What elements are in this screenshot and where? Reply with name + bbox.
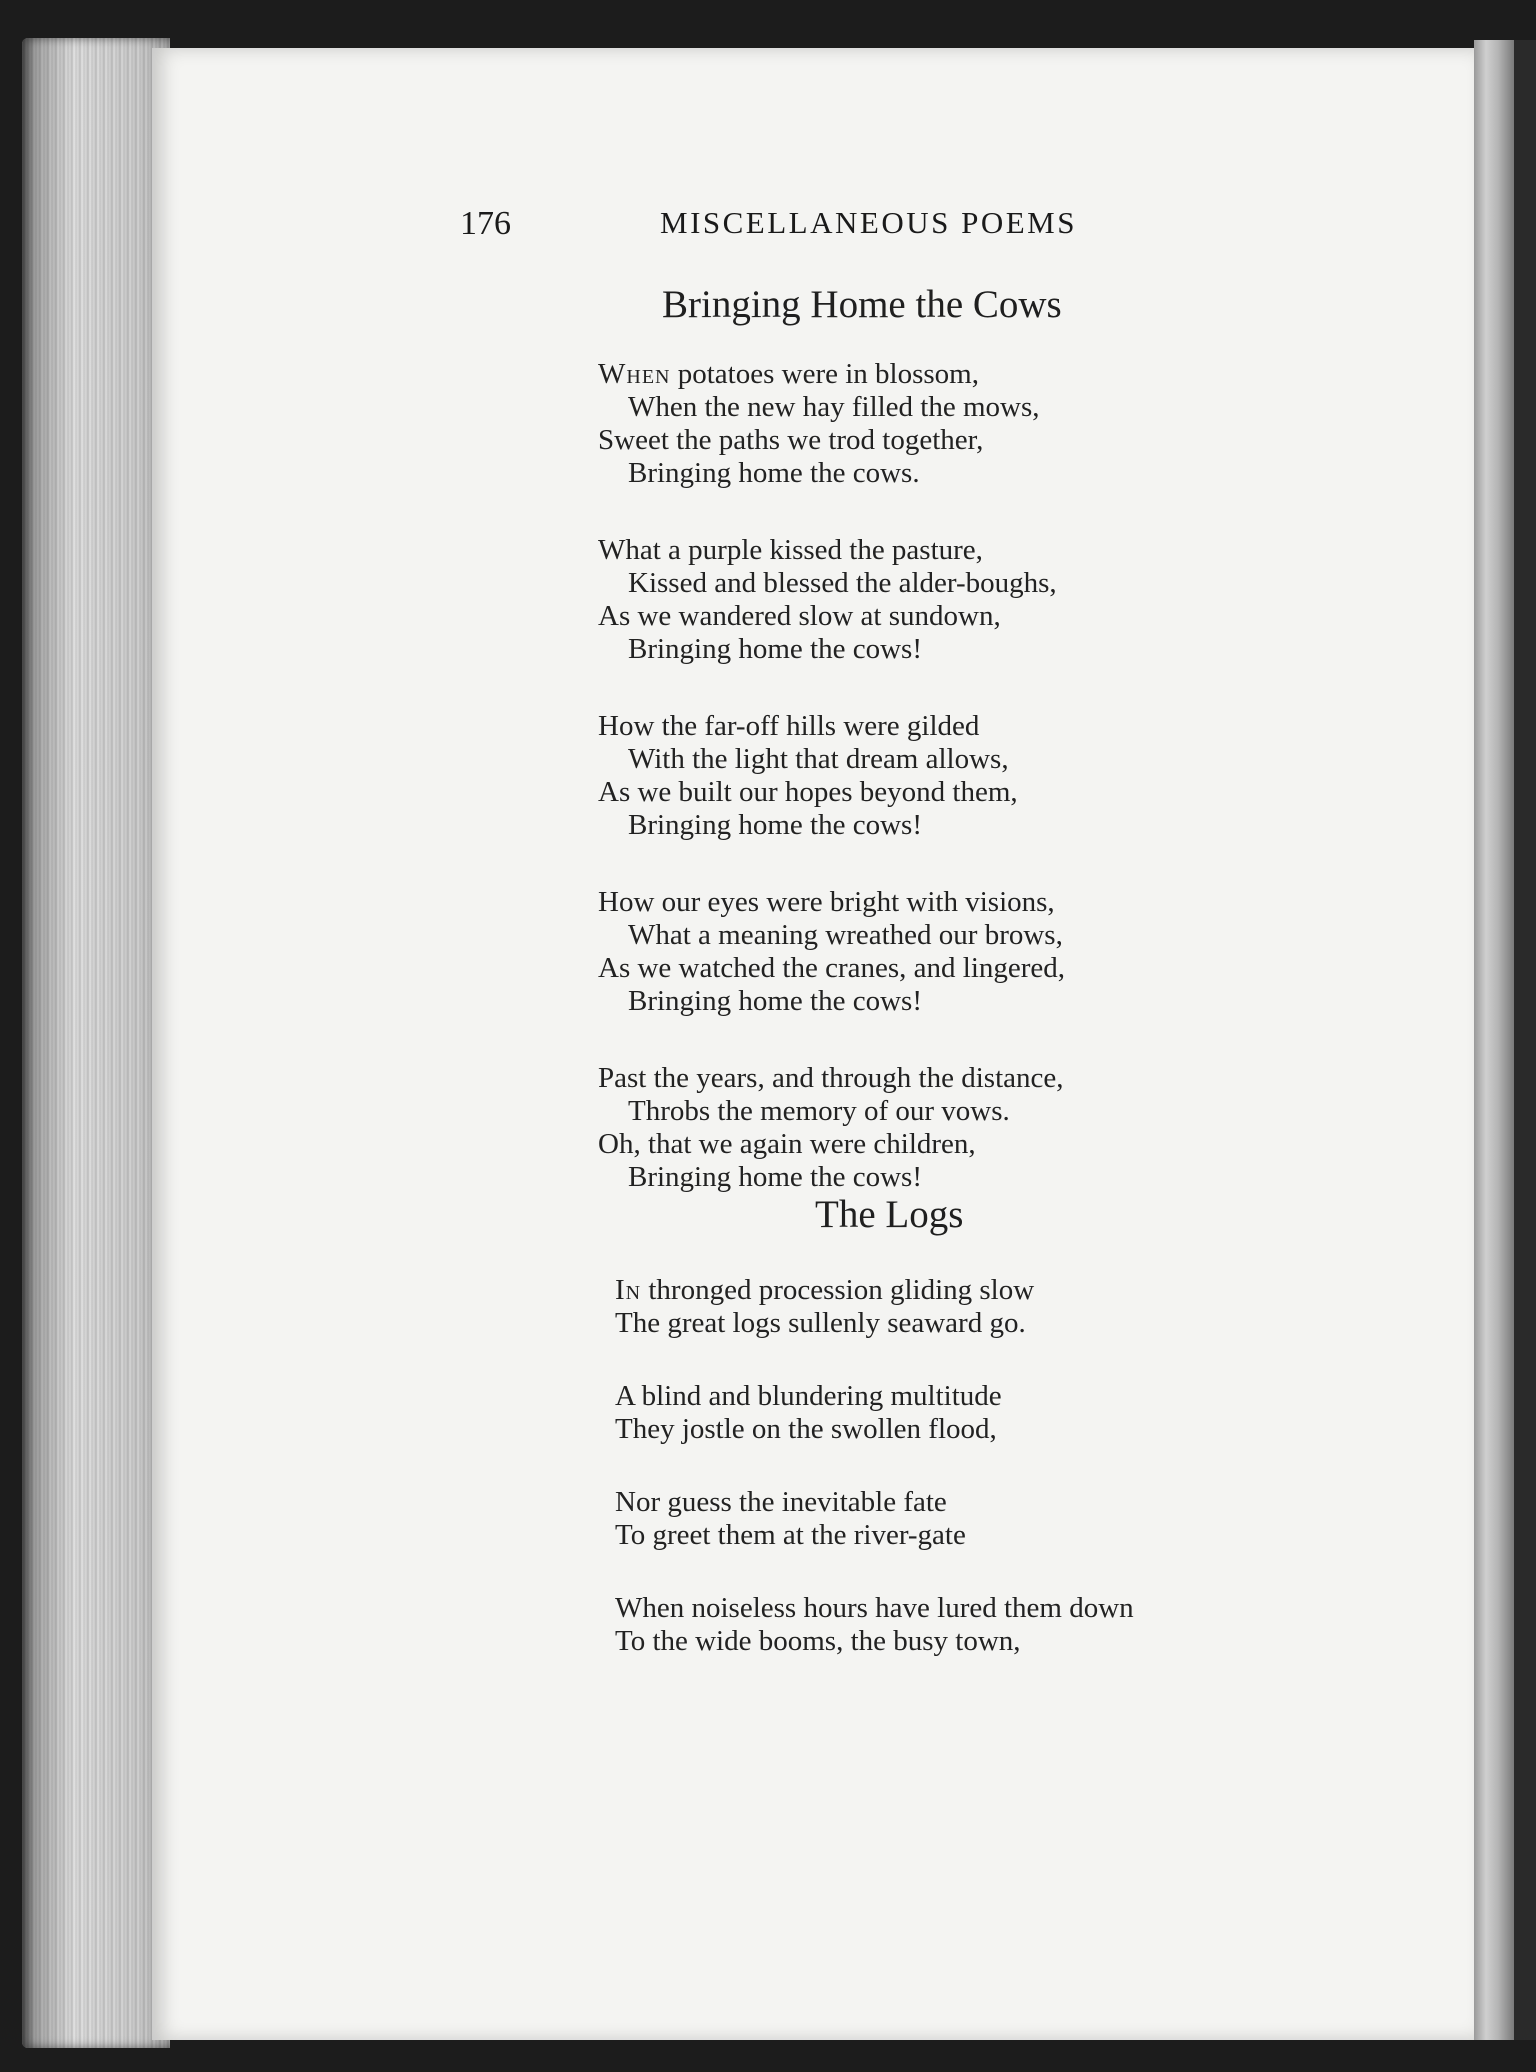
background-strip — [1514, 40, 1536, 2040]
page-number: 176 — [460, 205, 511, 242]
poem-line: What a purple kissed the pasture, — [598, 534, 983, 566]
poem-line: Oh, that we again were children, — [598, 1128, 976, 1160]
book-cover-edge — [1474, 40, 1514, 2040]
poem-line: Kissed and blessed the alder-boughs, — [628, 567, 1057, 599]
poem-line: Nor guess the inevitable fate — [615, 1486, 947, 1518]
line-text: potatoes were in blossom, — [670, 358, 979, 390]
poem-title: Bringing Home the Cows — [662, 283, 1062, 326]
poem-line: As we built our hopes beyond them, — [598, 776, 1018, 808]
poem-line: Sweet the paths we trod together, — [598, 424, 984, 456]
poem-body — [598, 358, 1065, 1194]
poem-line: Bringing home the cows! — [628, 1161, 922, 1193]
poem-line: How the far-off hills were gilded — [598, 710, 980, 742]
poem-line: Throbs the memory of our vows. — [628, 1095, 1010, 1127]
poem-body — [615, 1274, 1134, 1658]
poem-line: With the light that dream allows, — [628, 743, 1009, 775]
stanza — [598, 358, 1065, 490]
poem-line: A blind and blundering multitude — [615, 1380, 1002, 1412]
poem-line: When noiseless hours have lured them down — [615, 1592, 1134, 1624]
poem-line: To greet them at the river-gate — [615, 1519, 966, 1551]
poem-line — [598, 358, 1065, 391]
line-lead-word: When — [598, 358, 671, 390]
poem-line: What a meaning wreathed our brows, — [628, 919, 1063, 951]
poem-title: The Logs — [815, 1193, 964, 1236]
poem-line: As we watched the cranes, and lingered, — [598, 952, 1066, 984]
stanza — [598, 710, 1065, 842]
poem-line: The great logs sullenly seaward go. — [615, 1307, 1026, 1339]
poem-line: To the wide booms, the busy town, — [615, 1625, 1021, 1657]
running-head — [460, 205, 1120, 245]
poem-line: Bringing home the cows! — [628, 985, 922, 1017]
poem-line — [615, 1274, 1134, 1307]
stanza — [598, 1062, 1065, 1194]
stanza — [615, 1592, 1134, 1658]
page-edges — [22, 38, 170, 2048]
poem-line: Past the years, and through the distance, — [598, 1062, 1064, 1094]
poem-line: Bringing home the cows! — [628, 633, 922, 665]
poem-line: As we wandered slow at sundown, — [598, 600, 1001, 632]
poem-line: How our eyes were bright with visions, — [598, 886, 1055, 918]
poem-line: When the new hay filled the mows, — [628, 391, 1040, 423]
poem-line: They jostle on the swollen flood, — [615, 1413, 997, 1445]
stanza — [615, 1486, 1134, 1552]
line-lead-word: In — [615, 1274, 642, 1306]
stanza — [615, 1380, 1134, 1446]
stanza — [598, 534, 1065, 666]
line-text: thronged procession gliding slow — [641, 1274, 1035, 1306]
section-title: MISCELLANEOUS POEMS — [660, 205, 1077, 240]
poem-line: Bringing home the cows. — [628, 457, 920, 489]
poem-line: Bringing home the cows! — [628, 809, 922, 841]
stanza — [615, 1274, 1134, 1340]
stanza — [598, 886, 1065, 1018]
